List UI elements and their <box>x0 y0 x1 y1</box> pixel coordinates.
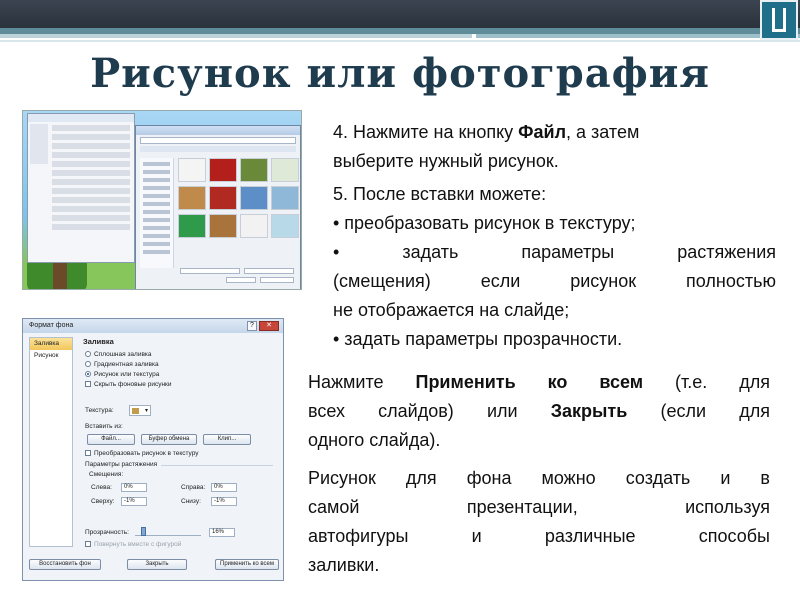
chevron-down-icon: ▾ <box>144 408 148 414</box>
nav-item-fill[interactable]: Заливка <box>30 338 72 350</box>
close-icon[interactable]: ✕ <box>259 321 279 331</box>
right-offset-label: Справа: <box>181 484 206 491</box>
step-5-text <box>333 180 776 354</box>
apply-to-all-bold: Применить ко всем <box>415 372 644 392</box>
format-background-dialog <box>22 318 284 581</box>
top-bar <box>0 0 800 28</box>
tile-checkbox[interactable] <box>85 450 199 457</box>
insert-picture-screenshot <box>22 110 302 290</box>
option-hide-background[interactable] <box>85 381 172 388</box>
option-label: Сплошная заливка <box>94 351 152 358</box>
top-offset-input[interactable]: -1% <box>121 497 147 506</box>
step-4-prefix: 4. Нажмите на кнопку <box>333 122 519 142</box>
step-5-bullet-2-line-3: не отображается на слайде; <box>333 300 570 320</box>
apply-text-3: всех слайдов) или <box>308 401 551 421</box>
bottom-offset-input[interactable]: -1% <box>211 497 237 506</box>
option-gradient-fill[interactable] <box>85 361 159 368</box>
stretch-params-label: Параметры растяжения <box>85 461 158 468</box>
step-5-bullet-2-line-1: • задать параметры растяжения <box>333 242 776 262</box>
top-offset-label: Сверху: <box>91 498 115 505</box>
create-picture-text <box>308 464 770 580</box>
transparency-label: Прозрачность: <box>85 529 129 536</box>
clipboard-button[interactable]: Буфер обмена <box>141 434 197 445</box>
apply-text-5: одного слайда). <box>308 430 441 450</box>
checkbox-icon <box>85 450 91 456</box>
top-stripe-light <box>0 34 472 38</box>
apply-instructions <box>308 368 770 455</box>
step-5-heading: 5. После вставки можете: <box>333 184 547 204</box>
texture-dropdown[interactable] <box>129 405 151 416</box>
radio-selected-icon <box>85 371 91 377</box>
create-line-1: Рисунок для фона можно создать и в <box>308 468 770 488</box>
apply-to-all-button[interactable]: Применить ко всем <box>215 559 279 570</box>
left-offset-label: Слева: <box>91 484 112 491</box>
radio-icon <box>85 361 91 367</box>
dialog-nav <box>29 337 73 547</box>
reset-background-button[interactable]: Восстановить фон <box>29 559 101 570</box>
step-4-line-2: выберите нужный рисунок. <box>333 151 559 171</box>
apply-text-1: Нажмите <box>308 372 416 392</box>
top-stripe-thin <box>0 40 800 42</box>
divider <box>161 465 273 466</box>
top-stripe-right <box>476 34 800 38</box>
checkbox-icon <box>85 541 91 547</box>
slider-handle[interactable] <box>141 527 146 536</box>
clip-button[interactable]: Клип... <box>203 434 251 445</box>
nav-item-picture[interactable]: Рисунок <box>34 352 59 359</box>
step-4-suffix: , а затем <box>566 122 640 142</box>
left-offset-input[interactable]: 0% <box>121 483 147 492</box>
option-label: Градиентная заливка <box>94 361 159 368</box>
create-line-2: самой презентации, используя <box>308 497 770 517</box>
slide-title: Рисунок или фотография <box>90 50 710 97</box>
option-label: Рисунок или текстура <box>94 371 160 378</box>
radio-icon <box>85 351 91 357</box>
offsets-label: Смещения: <box>89 471 124 478</box>
fill-heading: Заливка <box>83 337 114 346</box>
step-4-text <box>333 118 765 176</box>
transparency-slider[interactable] <box>135 528 201 536</box>
format-panel-thumbnail <box>27 113 135 263</box>
help-icon[interactable]: ? <box>247 321 257 331</box>
dialog-buttons <box>29 557 279 575</box>
close-bold: Закрыть <box>550 401 628 421</box>
right-offset-input[interactable]: 0% <box>211 483 237 492</box>
step-5-bullet-2-line-2: (смещения) если рисунок полностью <box>333 271 776 291</box>
insert-from-label: Вставить из: <box>85 423 123 430</box>
apply-text-4: (если для <box>627 401 770 421</box>
dialog-title: Формат фона <box>23 319 283 333</box>
close-button[interactable]: Закрыть <box>127 559 187 570</box>
step-4-file-bold: Файл <box>518 122 567 142</box>
checkbox-icon <box>85 381 91 387</box>
option-picture-texture[interactable] <box>85 371 159 378</box>
rotate-label: Повернуть вместе с фигурой <box>94 541 182 548</box>
file-button[interactable]: Файл... <box>87 434 135 445</box>
apply-text-2: (т.е. для <box>643 372 770 392</box>
tile-label: Преобразовать рисунок в текстуру <box>94 450 199 457</box>
rotate-with-shape-checkbox[interactable] <box>85 541 181 548</box>
texture-label: Текстура: <box>85 407 114 414</box>
step-5-bullet-1: • преобразовать рисунок в текстуру; <box>333 213 636 233</box>
option-solid-fill[interactable] <box>85 351 152 358</box>
corner-logo-icon <box>760 0 798 40</box>
dialog-main <box>79 337 279 547</box>
create-line-3: автофигуры и различные способы <box>308 526 770 546</box>
file-open-dialog-thumbnail <box>135 125 301 290</box>
option-label: Скрыть фоновые рисунки <box>94 381 172 388</box>
step-5-bullet-3: • задать параметры прозрачности. <box>333 329 623 349</box>
bottom-offset-label: Снизу: <box>181 498 201 505</box>
create-line-4: заливки. <box>308 555 380 575</box>
transparency-input[interactable]: 16% <box>209 528 235 537</box>
